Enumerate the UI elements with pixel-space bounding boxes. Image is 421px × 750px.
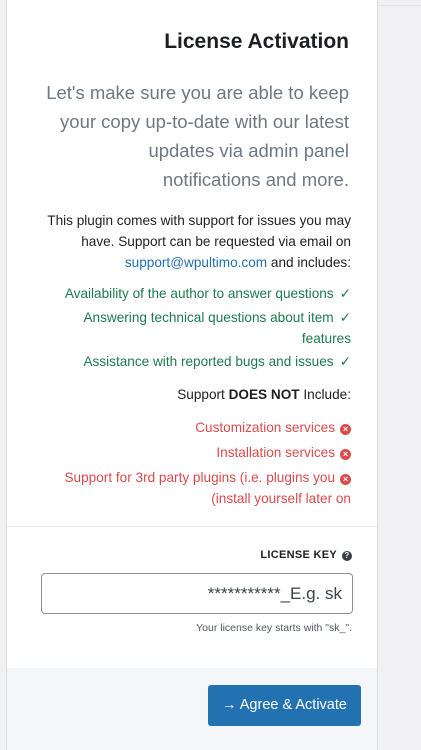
license-key-label-text: LICENSE KEY (260, 549, 337, 561)
included-item (21, 283, 351, 304)
excluded-line: install yourself later on) (211, 491, 351, 506)
license-key-help: ."_Your license key starts with "sk (196, 622, 352, 634)
email-prefix: : (347, 255, 351, 270)
page-title: License Activation (164, 30, 349, 53)
license-activation-card (6, 0, 378, 750)
excluded-line (21, 467, 351, 488)
license-key-label (260, 549, 352, 561)
intro-suffix: and includes (267, 255, 348, 270)
included-text: Availability of the author to answer questions (64, 286, 334, 301)
included-text: Answering technical questions about item (83, 310, 334, 325)
excluded-item (21, 442, 351, 463)
check-icon: ✓ (339, 310, 351, 325)
excluded-text: Customization services (195, 420, 335, 435)
lead-line: your copy up-to-date with our latest (60, 111, 349, 132)
lead-text (29, 78, 349, 194)
intro-line: have. Support can be requested via email on (81, 234, 351, 249)
support-email-link[interactable]: support@wpultimo.com (124, 255, 268, 270)
lead-line: .notifications and more (162, 169, 349, 190)
not-included-heading (177, 384, 351, 405)
x-circle-icon: × (340, 474, 351, 485)
question-circle-icon[interactable]: ? (342, 551, 352, 561)
excluded-text: Installation services (216, 445, 335, 460)
included-line (21, 307, 351, 328)
x-circle-icon: × (340, 424, 351, 435)
intro-line: This plugin comes with support for issues you may (47, 213, 351, 228)
excluded-item (21, 417, 351, 438)
included-line (21, 283, 351, 304)
check-icon: ✓ (339, 354, 351, 369)
not-included-bold: DOES NOT (228, 387, 300, 402)
footer-bar (7, 668, 377, 750)
included-text: Assistance with reported bugs and issues (83, 354, 334, 369)
page-background-line (377, 5, 421, 6)
lead-line: updates via admin panel (148, 140, 349, 161)
check-icon: ✓ (339, 286, 351, 301)
excluded-line (21, 417, 351, 438)
intro-line (31, 252, 351, 273)
included-item (21, 351, 351, 372)
support-intro (31, 210, 351, 273)
excluded-text: Support for 3rd party plugins (i.e. plugins you (64, 470, 335, 485)
x-circle-icon: × (340, 449, 351, 460)
excluded-item (21, 467, 351, 509)
not-included-suffix: Include (299, 387, 348, 402)
included-item (21, 307, 351, 349)
license-key-input[interactable] (41, 573, 353, 614)
excluded-line (21, 442, 351, 463)
agree-activate-button[interactable]: → Agree & Activate (208, 685, 361, 726)
lead-line: Let's make sure you are able to keep (46, 82, 349, 103)
not-included-prefix: :Support (177, 387, 351, 402)
included-line (21, 351, 351, 372)
included-line: features (301, 331, 351, 346)
section-divider (7, 526, 377, 527)
page-background-right (377, 0, 421, 750)
